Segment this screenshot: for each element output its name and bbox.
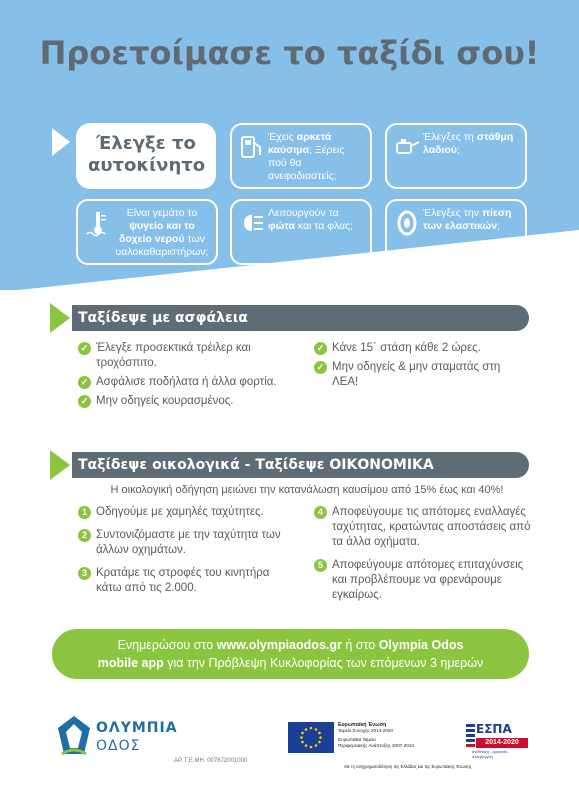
card-lights-text-end: και τα φλας; [294,220,354,232]
list-item-text: Αποφεύγουμε απότομες επιταχύνσεις και προβλέπουμε να φρενάρουμε εγκαίρως. [332,559,524,601]
espa-subtitle: ανάπτυξη - εργασία - αλληλεγγύη [472,749,510,759]
card-tires-text: Έλεγξες την [423,207,482,219]
espa-years: 2014-2020 [476,738,528,748]
eu-line1: Ταμείο Συνοχής 2014-2020 [338,728,394,733]
card-tires [385,199,527,265]
banner-text: ή στο [341,638,379,652]
card-coolant-bold: ψυγείο και το δοχείο νερού [119,220,195,245]
list-item [78,375,298,390]
check-icon: ✓ [314,361,327,374]
page-title: Προετοίμασε το ταξίδι σου! [39,34,540,72]
card-lights [230,199,372,265]
eco-intro: Η οικολογική οδήγηση μειώνει την κατανάλωση καυσίμου από 15% έως και 40%! [110,484,504,496]
list-item-text: Οδηγούμε με χαμηλές ταχύτητες. [96,506,264,518]
safety-list-left [78,341,298,413]
espa-title: ΕΣΠΑ [476,722,512,736]
card-oil [385,123,527,189]
list-item [78,394,298,409]
list-item-text: Αποφεύγουμε τις απότομες εναλλαγές ταχύτητας, κρατώντας αποστάσεις από τα άλλα οχήματα. [332,506,531,548]
eu-title: Ευρωπαϊκή Ένωση [338,722,387,728]
website-link[interactable]: www.olympiaodos.gr [216,638,342,652]
card-oil-text: Έλεγξες τη [423,131,477,143]
logo-line2: ΟΔΟΣ [96,738,141,754]
number-badge: 4 [314,506,327,519]
espa-stripes-icon [466,724,475,748]
card-coolant-text-end: των υαλοκαθαριστήρων; [115,233,209,258]
car-check-heading-line2: αυτοκίνητο [88,155,206,176]
list-item [78,566,298,596]
list-item-text: Μην οδηγείς κουρασμένος. [96,395,234,407]
espa-logo [466,722,528,759]
logo-line1: ΟΛΥΜΠΙΑ [96,720,178,736]
eco-arrow-icon [50,450,70,480]
card-lights-bold: φώτα [268,220,295,232]
list-item-text: Κάνε 15΄ στάση κάθε 2 ώρες. [332,342,481,354]
fuel-pump-icon [238,133,266,161]
card-lights-text: Λειτουργούν τα [268,207,339,219]
check-icon: ✓ [78,342,91,355]
olympia-odos-emblem-icon [54,714,94,758]
eu-funding-text [338,722,438,749]
card-oil-text-end: ; [456,144,460,156]
banner-text: για την Πρόβλεψη Κυκλοφορίας των επόμενων 3 ημερών [163,656,484,670]
app-label: mobile app [97,656,164,670]
coolant-icon [84,209,112,237]
list-item [314,360,514,390]
tire-icon [393,209,421,237]
safety-list-right [314,341,514,394]
cofunding-note: Με τη συγχρηματοδότηση της Ελλάδας και της Ευρωπαϊκής Ένωσης [344,764,472,769]
eu-line2: Ευρωπαϊκό Ταμείο [338,737,376,742]
list-item [314,341,514,356]
list-item-text: Έλεγξε προσεκτικά τρέιλερ και τροχόσπιτο. [96,342,251,369]
card-tires-text-end: ; [497,220,501,232]
registry-number: ΑΡ. Γ.Ε.ΜΗ. 007672001000 [174,758,248,764]
check-icon: ✓ [314,342,327,355]
card-fuel [230,123,372,189]
card-fuel-text-end: ; Ξέρεις πού θα ανεφοδιαστείς; [268,144,345,182]
list-item [314,505,534,550]
info-banner [52,629,529,679]
list-item [314,558,534,603]
oil-can-icon [393,133,421,161]
olympia-odos-logo [54,714,178,763]
list-item-text: Συντονιζόμαστε με την ταχύτητα των άλλων οχημάτων. [96,529,281,556]
eu-flag-icon [288,722,334,753]
list-item-text: Κρατάμε τις στροφές του κινητήρα κάτω από τις 2.000. [96,567,270,594]
eco-list-left [78,505,298,600]
list-item [78,505,298,520]
list-item [78,341,298,371]
number-badge: 3 [78,567,91,580]
list-item-text: Ασφάλισε ποδήλατα ή άλλα φορτία. [96,376,277,388]
car-check-heading [76,123,216,189]
card-fuel-bold: αρκετά καύσιμα [268,131,332,156]
card-fuel-text: Έχεις [268,131,297,143]
play-arrow-icon [52,128,70,156]
car-check-heading-line1: Έλεγξε το [96,133,196,154]
card-tires-bold: πίεση των ελαστικών [423,207,512,232]
card-coolant-text: Είναι γεμάτο το [126,207,198,219]
eco-heading: Ταξίδεψε οικολογικά - Ταξίδεψε ΟΙΚΟΝΟΜΙΚΑ [72,452,529,478]
eu-line3: Περιφερειακής Ανάπτυξης 2007-2013 [338,743,414,748]
list-item-text: Μην οδηγείς & μην σταματάς στη ΛΕΑ! [332,361,501,388]
headlight-icon [238,209,266,237]
app-name: Olympia Odos [378,638,464,652]
safety-arrow-icon [50,303,70,333]
eco-list-right [314,505,534,607]
list-item [78,528,298,558]
card-coolant [76,199,218,265]
card-oil-bold: στάθμη λαδιού [423,131,514,156]
check-icon: ✓ [78,395,91,408]
number-badge: 2 [78,529,91,542]
check-icon: ✓ [78,376,91,389]
safety-heading: Ταξίδεψε με ασφάλεια [72,305,529,331]
number-badge: 1 [78,506,91,519]
number-badge: 5 [314,559,327,572]
banner-text: Ενημερώσου στο [117,638,217,652]
